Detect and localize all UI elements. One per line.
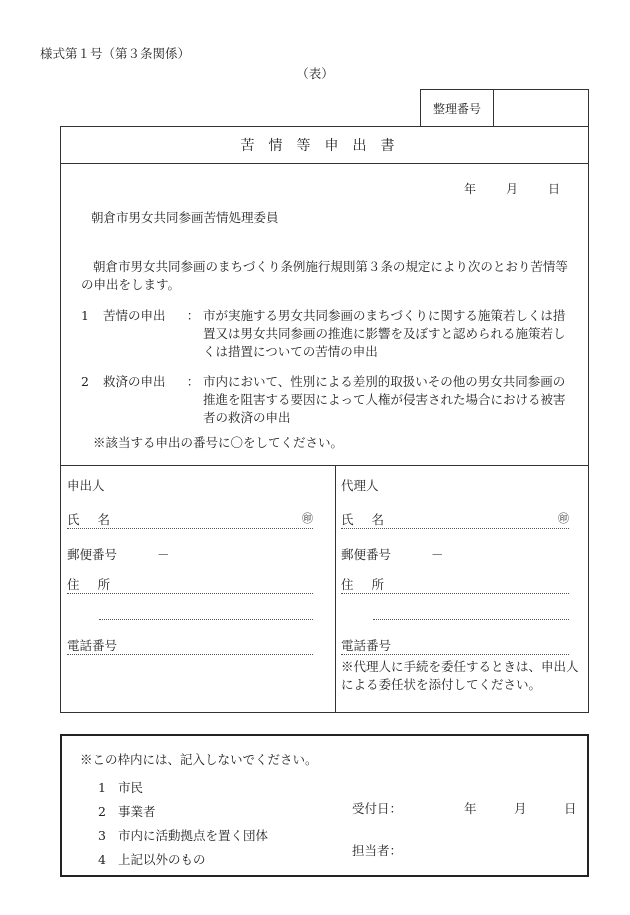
agent-address-field[interactable] bbox=[341, 575, 569, 594]
date-day-label: 日 bbox=[547, 182, 560, 196]
category-label: 市内に活動拠点を置く団体 bbox=[117, 828, 268, 843]
category-item[interactable] bbox=[98, 850, 206, 868]
agent-column bbox=[335, 466, 588, 713]
applicant-postal-field[interactable] bbox=[67, 545, 170, 563]
date-month-label: 月 bbox=[505, 182, 518, 196]
item-number: 1 bbox=[81, 308, 89, 323]
request-item-complaint[interactable] bbox=[81, 307, 571, 361]
applicant-header: 申出人 bbox=[67, 478, 105, 493]
received-label: 受付日： bbox=[352, 801, 403, 816]
reference-number-field[interactable] bbox=[494, 90, 588, 127]
applicant-address-line-2[interactable] bbox=[99, 618, 313, 620]
received-year-label: 年 bbox=[464, 801, 477, 816]
reference-number-label: 整理番号 bbox=[421, 90, 494, 127]
name-label: 氏名 bbox=[341, 512, 403, 527]
applicant-phone-field[interactable] bbox=[67, 636, 313, 655]
postal-label: 郵便番号 bbox=[67, 547, 118, 562]
item-heading: 救済の申出 bbox=[103, 374, 166, 389]
postal-dash: － bbox=[157, 547, 170, 562]
category-label: 上記以外のもの bbox=[117, 852, 206, 867]
name-label: 氏名 bbox=[67, 512, 129, 527]
postal-dash: － bbox=[431, 547, 444, 562]
form-title: 苦情等申出書 bbox=[61, 127, 588, 164]
agent-header: 代理人 bbox=[341, 478, 379, 493]
date-year-label: 年 bbox=[463, 182, 476, 196]
agent-postal-field[interactable] bbox=[341, 545, 444, 563]
seal-mark: ㊞ bbox=[558, 512, 569, 525]
agent-note: ※代理人に手続を委任するときは、申出人による委任状を添付してください。 bbox=[341, 659, 579, 692]
category-item[interactable] bbox=[98, 826, 268, 844]
received-month-label: 月 bbox=[514, 801, 527, 816]
applicant-name-field[interactable] bbox=[67, 510, 313, 529]
address-label: 住所 bbox=[341, 577, 403, 592]
item-colon: ： bbox=[186, 308, 200, 323]
category-label: 事業者 bbox=[117, 804, 156, 819]
item-description: 市が実施する男女共同参画のまちづくりに関する施策若しくは措置又は男女共同参画の推進に影響を及ぼすと認められる施策若しくは措置についての苦情の申出 bbox=[203, 308, 566, 359]
category-number: 3 bbox=[98, 828, 106, 843]
applicant-column bbox=[61, 466, 336, 713]
item-colon: ： bbox=[186, 374, 200, 389]
category-label: 市民 bbox=[117, 780, 143, 795]
received-day-label: 日 bbox=[564, 801, 577, 816]
category-item[interactable] bbox=[98, 778, 143, 796]
postal-label: 郵便番号 bbox=[341, 547, 392, 562]
intro-text: 朝倉市男女共同参画のまちづくり条例施行規則第３条の規定により次のとおり苦情等の申出をします。 bbox=[81, 259, 568, 292]
staff-field[interactable] bbox=[352, 841, 402, 859]
reference-number-box bbox=[420, 89, 589, 127]
office-use-box bbox=[60, 734, 589, 877]
item-description: 市内において、性別による差別的取扱いその他の男女共同参画の推進を阻害する要因によって人権が侵害された場合における被害者の救済の申出 bbox=[203, 374, 566, 425]
seal-mark: ㊞ bbox=[302, 512, 313, 525]
phone-label: 電話番号 bbox=[67, 638, 118, 653]
date-line bbox=[464, 180, 560, 197]
selection-note: ※該当する申出の番号に〇をしてください。 bbox=[93, 435, 344, 450]
staff-label: 担当者： bbox=[352, 843, 403, 858]
address-label: 住所 bbox=[67, 577, 129, 592]
agent-address-line-2[interactable] bbox=[373, 618, 569, 620]
item-number: 2 bbox=[81, 374, 89, 389]
parties-section bbox=[61, 465, 588, 713]
addressee: 朝倉市男女共同参画苦情処理委員 bbox=[91, 210, 279, 225]
category-number: 2 bbox=[98, 804, 106, 819]
applicant-address-field[interactable] bbox=[67, 575, 313, 594]
form-number: 様式第１号（第３条関係） bbox=[40, 46, 191, 61]
request-item-relief[interactable] bbox=[81, 373, 571, 427]
item-heading: 苦情の申出 bbox=[103, 308, 166, 323]
received-date-field[interactable] bbox=[352, 799, 577, 817]
category-number: 4 bbox=[98, 852, 106, 867]
office-instruction: ※この枠内には、記入しないでください。 bbox=[80, 752, 318, 767]
agent-phone-field[interactable] bbox=[341, 636, 569, 655]
category-number: 1 bbox=[98, 780, 106, 795]
side-label: （表） bbox=[296, 66, 334, 81]
phone-label: 電話番号 bbox=[341, 638, 392, 653]
application-form bbox=[60, 126, 589, 713]
agent-name-field[interactable] bbox=[341, 510, 569, 529]
category-item[interactable] bbox=[98, 802, 156, 820]
